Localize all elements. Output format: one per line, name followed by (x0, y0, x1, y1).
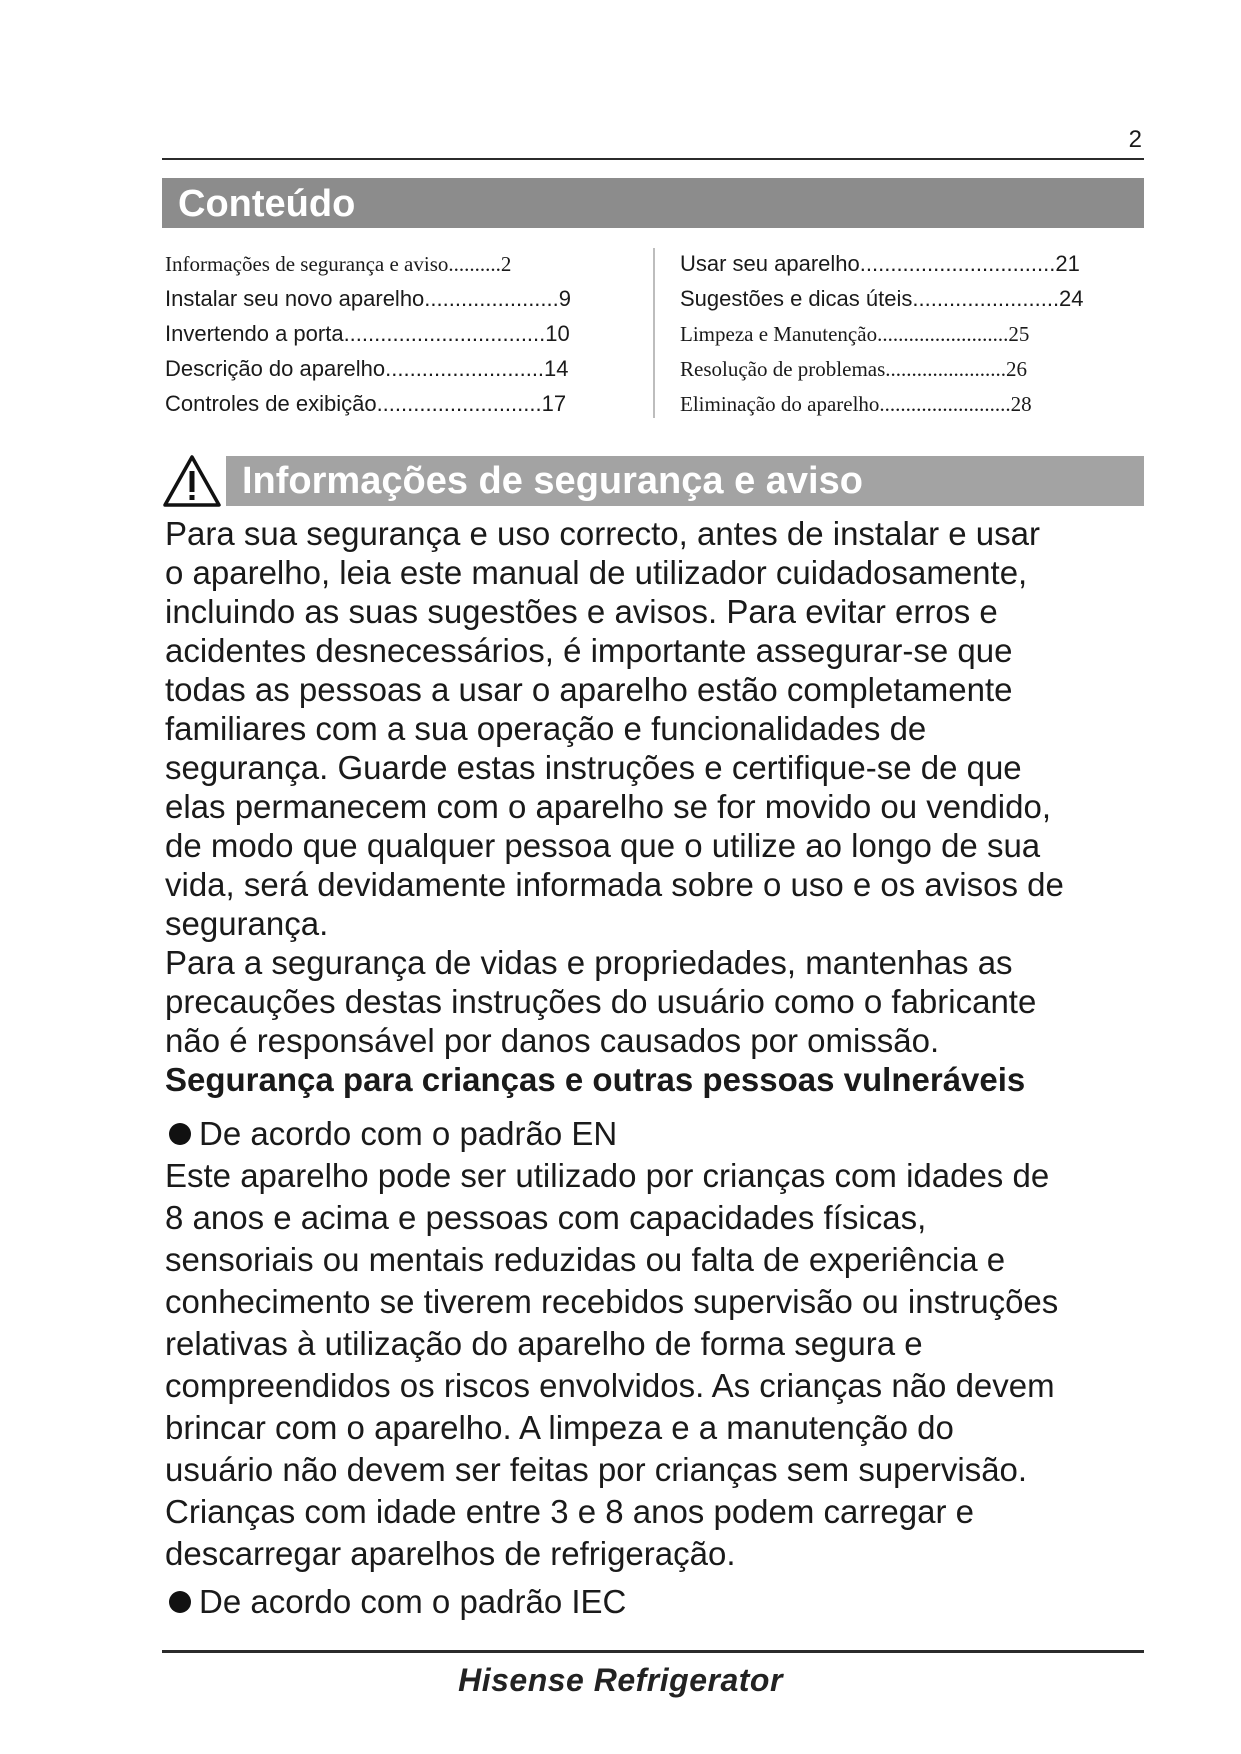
toc-item[interactable]: Instalar seu novo aparelho......................9 (165, 286, 571, 311)
safety-title: Informações de segurança e aviso (242, 460, 863, 502)
text-line: de modo que qualquer pessoa que o utilize ao longo de sua (165, 827, 1041, 864)
text-line: usuário não devem ser feitas por crianças sem supervisão. (165, 1451, 1028, 1488)
text-line: segurança. (165, 905, 329, 942)
text-line: Para a segurança de vidas e propriedades, mantenhas as (165, 944, 1013, 981)
top-rule (162, 158, 1144, 160)
en-paragraph (165, 1155, 1145, 1575)
bullet-iec (165, 1582, 1145, 1621)
page-number: 2 (1128, 126, 1142, 153)
toc-item[interactable]: Sugestões e dicas úteis........................24 (680, 286, 1084, 311)
toc-item[interactable]: Invertendo a porta.................................10 (165, 321, 570, 346)
text-line: todas as pessoas a usar o aparelho estão completamente (165, 671, 1013, 708)
toc-item[interactable]: Controles de exibição...........................17 (165, 391, 567, 416)
text-line: precauções destas instruções do usuário como o fabricante (165, 983, 1037, 1020)
text-line: Este aparelho pode ser utilizado por crianças com idades de (165, 1157, 1050, 1194)
bullet-en (165, 1114, 1145, 1153)
toc-left-column (165, 249, 605, 424)
contents-header (162, 178, 1144, 228)
warning-triangle-icon (162, 454, 222, 508)
toc-right-column (680, 249, 1120, 424)
text-line: segurança. Guarde estas instruções e certifique-se de que (165, 749, 1022, 786)
text-line: acidentes desnecessários, é importante assegurar-se que (165, 632, 1013, 669)
bullet-icon (169, 1591, 191, 1613)
footer-rule (162, 1650, 1144, 1653)
text-line: conhecimento se tiverem recebidos supervisão ou instruções (165, 1283, 1059, 1320)
toc-item[interactable]: Informações de segurança e aviso..........2 (165, 252, 512, 276)
safety-header (226, 456, 1144, 506)
text-line: brincar com o aparelho. A limpeza e a manutenção do (165, 1409, 954, 1446)
text-line: não é responsável por danos causados por omissão. (165, 1022, 940, 1059)
text-line: relativas à utilização do aparelho de forma segura e (165, 1325, 923, 1362)
toc-item[interactable]: Eliminação do aparelho.........................28 (680, 392, 1032, 416)
toc-item[interactable]: Resolução de problemas.......................26 (680, 357, 1028, 381)
text-line: o aparelho, leia este manual de utilizador cuidadosamente, (165, 554, 1028, 591)
bullet-icon (169, 1123, 191, 1145)
footer-brand: Hisense Refrigerator (458, 1662, 783, 1698)
text-line: familiares com a sua operação e funcionalidades de (165, 710, 927, 747)
toc-item[interactable]: Limpeza e Manutenção.........................25 (680, 322, 1030, 346)
text-line: descarregar aparelhos de refrigeração. (165, 1535, 736, 1572)
text-line: elas permanecem com o aparelho se for movido ou vendido, (165, 788, 1051, 825)
toc-item[interactable]: Usar seu aparelho................................21 (680, 251, 1080, 276)
children-safety-heading: Segurança para crianças e outras pessoas vulneráveis (165, 1061, 1026, 1098)
toc-divider (653, 248, 655, 418)
text-line: compreendidos os riscos envolvidos. As crianças não devem (165, 1367, 1055, 1404)
text-line: Crianças com idade entre 3 e 8 anos podem carregar e (165, 1493, 974, 1530)
text-line: 8 anos e acima e pessoas com capacidades físicas, (165, 1199, 927, 1236)
bullet-iec-label: De acordo com o padrão IEC (199, 1583, 627, 1620)
text-line: sensoriais ou mentais reduzidas ou falta de experiência e (165, 1241, 1006, 1278)
toc-item[interactable]: Descrição do aparelho..........................14 (165, 356, 569, 381)
text-line: incluindo as suas sugestões e avisos. Para evitar erros e (165, 593, 998, 630)
text-line: Para sua segurança e uso correcto, antes de instalar e usar (165, 515, 1040, 552)
bullet-en-label: De acordo com o padrão EN (199, 1115, 618, 1152)
text-line: vida, será devidamente informada sobre o uso e os avisos de (165, 866, 1064, 903)
contents-title: Conteúdo (178, 183, 356, 225)
safety-intro (165, 514, 1145, 1060)
